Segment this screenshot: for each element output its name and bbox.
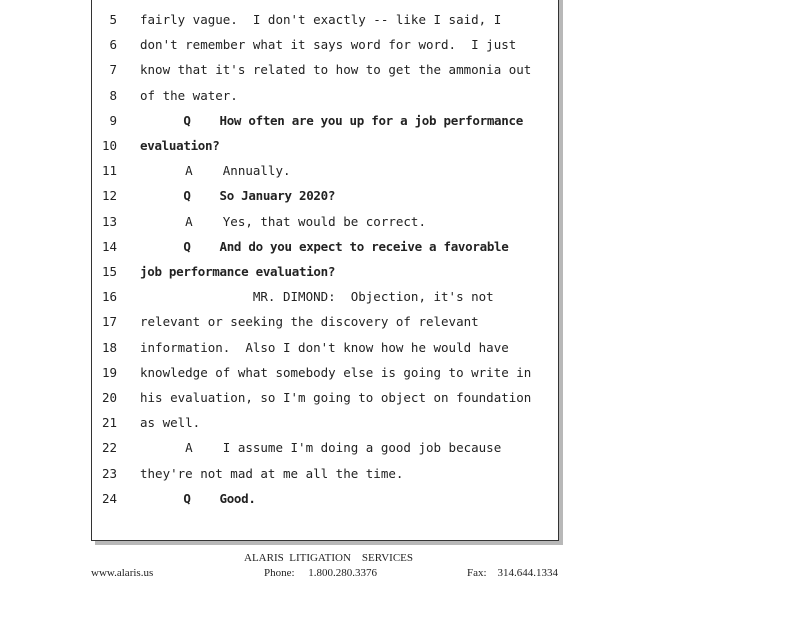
transcript-line [92, 186, 558, 206]
transcript-line [92, 287, 558, 307]
line-number: 14 [101, 238, 117, 254]
line-number: 22 [101, 440, 117, 456]
line-number: 19 [101, 364, 117, 380]
line-text: MR. DIMOND: Objection, it's not [140, 289, 494, 305]
line-number: 9 [109, 112, 117, 128]
line-number: 23 [101, 465, 117, 481]
footer-phone: Phone: 1.800.280.3376 [264, 567, 378, 579]
line-text: Q So January 2020? [140, 188, 336, 204]
transcript-line [92, 35, 558, 55]
line-number: 12 [101, 188, 117, 204]
transcript-line [92, 464, 558, 484]
line-text: don't remember what it says word for word. I just [140, 37, 517, 53]
transcript-line [92, 413, 558, 433]
line-number: 6 [109, 37, 117, 53]
line-text: information. Also I don't know how he would have [140, 339, 509, 355]
line-text: A I assume I'm doing a good job because [140, 440, 502, 456]
line-text: knowledge of what somebody else is going to write in [140, 364, 532, 380]
line-number: 24 [101, 490, 117, 506]
transcript-line [92, 438, 558, 458]
line-number: 15 [101, 264, 117, 279]
line-text: of the water. [140, 87, 238, 103]
transcript-line [92, 60, 558, 80]
transcript-line [92, 111, 558, 131]
line-number: 13 [101, 213, 117, 229]
line-text: as well. [140, 415, 201, 431]
transcript-line [92, 489, 558, 509]
transcript-line [92, 363, 558, 383]
footer-company: ALARIS LITIGATION SERVICES [244, 552, 414, 564]
transcript-line [92, 86, 558, 106]
line-number: 16 [101, 289, 117, 305]
line-text: A Yes, that would be correct. [140, 213, 426, 229]
line-text: Q Good. [140, 490, 256, 506]
line-number: 7 [109, 62, 117, 78]
transcript-line [92, 161, 558, 181]
line-text: relevant or seeking the discovery of relevant [140, 314, 479, 330]
line-text: job performance evaluation? [140, 264, 336, 279]
line-number: 18 [101, 339, 117, 355]
line-number: 11 [101, 163, 117, 179]
line-text: Q And do you expect to receive a favorable [140, 238, 509, 254]
line-number: 17 [101, 314, 117, 330]
line-number: 21 [101, 415, 117, 431]
line-text: Q How often are you up for a job performance [140, 112, 523, 128]
line-text: evaluation? [140, 138, 220, 153]
line-number: 20 [101, 390, 117, 405]
transcript-line [92, 10, 558, 30]
transcript-line [92, 312, 558, 332]
transcript-line [92, 338, 558, 358]
line-number: 8 [109, 87, 117, 103]
transcript-line [92, 388, 558, 408]
line-text: know that it's related to how to get the ammonia out [140, 62, 532, 78]
transcript-line [92, 136, 558, 156]
transcript-page [91, 0, 559, 541]
line-number: 10 [101, 138, 117, 153]
footer-fax: Fax: 314.644.1334 [467, 567, 559, 579]
transcript-line [92, 262, 558, 282]
transcript-line [92, 212, 558, 232]
footer-website[interactable]: www.alaris.us [91, 567, 154, 579]
line-text: A Annually. [140, 163, 291, 179]
line-text: they're not mad at me all the time. [140, 465, 404, 481]
line-number: 5 [109, 12, 117, 27]
line-text: fairly vague. I don't exactly -- like I said, I [140, 12, 502, 27]
line-text: his evaluation, so I'm going to object on foundation [140, 390, 532, 405]
transcript-line [92, 237, 558, 257]
